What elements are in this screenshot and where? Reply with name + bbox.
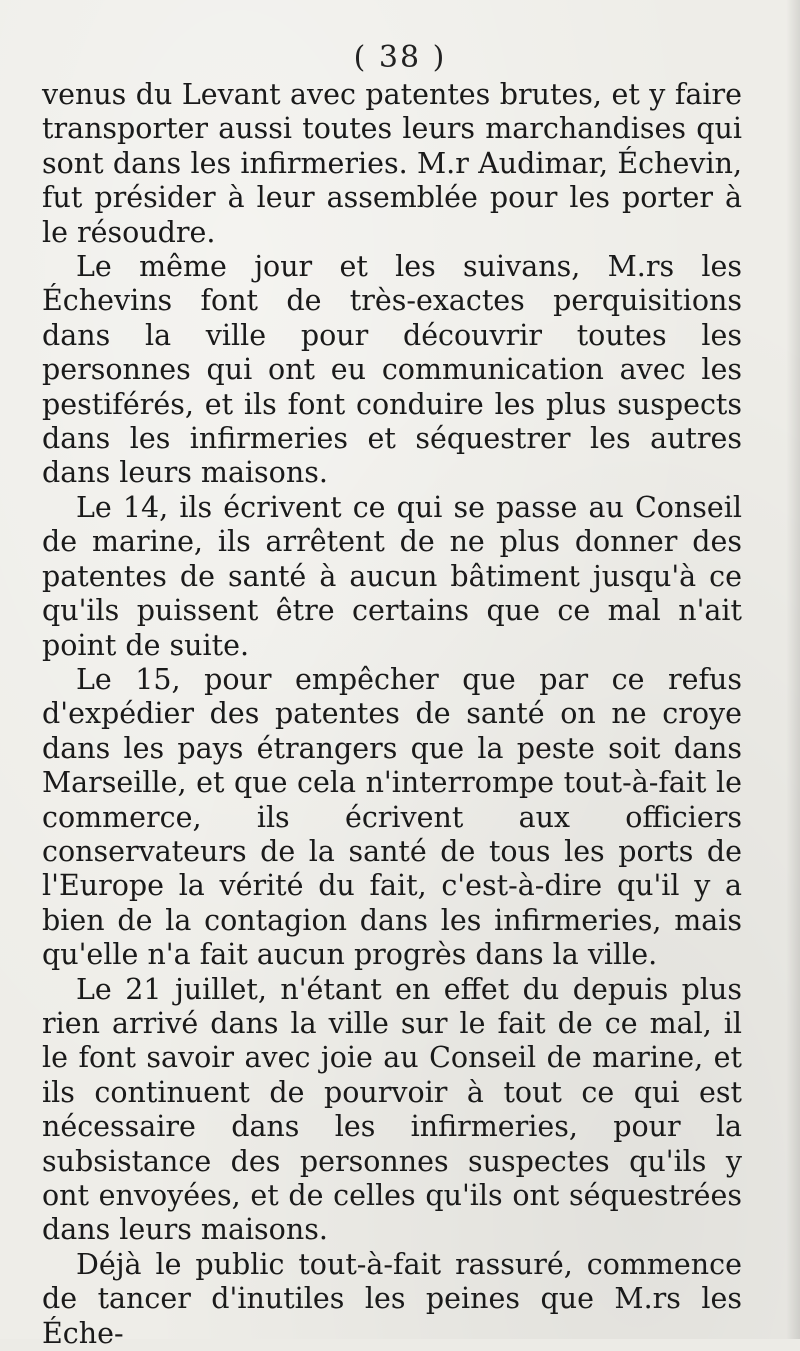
paragraph-4: Le 15, pour empêcher que par ce refus d'expédier des patentes de santé on ne croye dans les pays étrangers que la peste soit dans Marseille, et que cela n'interrompe tout-à-fait le commerce, ils écrivent aux officiers conservateurs de la santé de tous les ports de l'Europe la vérité du fait, c'est-à-dire qu'il y a bien de la contagion dans les infirmeries, mais qu'elle n'a fait aucun progrès dans la ville. bbox=[42, 662, 742, 972]
body-text bbox=[42, 78, 742, 1351]
page-edge-shadow bbox=[786, 0, 800, 1339]
paragraph-5: Le 21 juillet, n'étant en effet du depuis plus rien arrivé dans la ville sur le fait de ce mal, il le font savoir avec joie au Conseil de marine, et ils continuent de pourvoir à tout ce qui est nécessaire dans les infirmeries, pour la subsistance des personnes suspectes qu'ils y ont envoyées, et de celles qu'ils ont séquestrées dans leurs maisons. bbox=[42, 972, 742, 1247]
paragraph-2: Le même jour et les suivans, M.rs les Échevins font de très-exactes perquisitions dans la ville pour découvrir toutes les personnes qui ont eu communication avec les pestiférés, et ils font conduire les plus suspects dans les infirmeries et séquestrer les autres dans leurs maisons. bbox=[42, 250, 742, 490]
paragraph-6: Déjà le public tout-à-fait rassuré, commence de tancer d'inutiles les peines que M.rs les Éche- bbox=[42, 1247, 742, 1350]
page-number: ( 38 ) bbox=[353, 40, 447, 75]
paragraph-3: Le 14, ils écrivent ce qui se passe au Conseil de marine, ils arrêtent de ne plus donner des patentes de santé à aucun bâtiment jusqu'à ce qu'ils puissent être certains que ce mal n'ait point de suite. bbox=[42, 490, 742, 662]
paragraph-1: venus du Levant avec patentes brutes, et y faire transporter aussi toutes leurs marchandises qui sont dans les infirmeries. M.r Audimar, Échevin, fut présider à leur assemblée pour les porter à le résoudre. bbox=[42, 78, 742, 249]
